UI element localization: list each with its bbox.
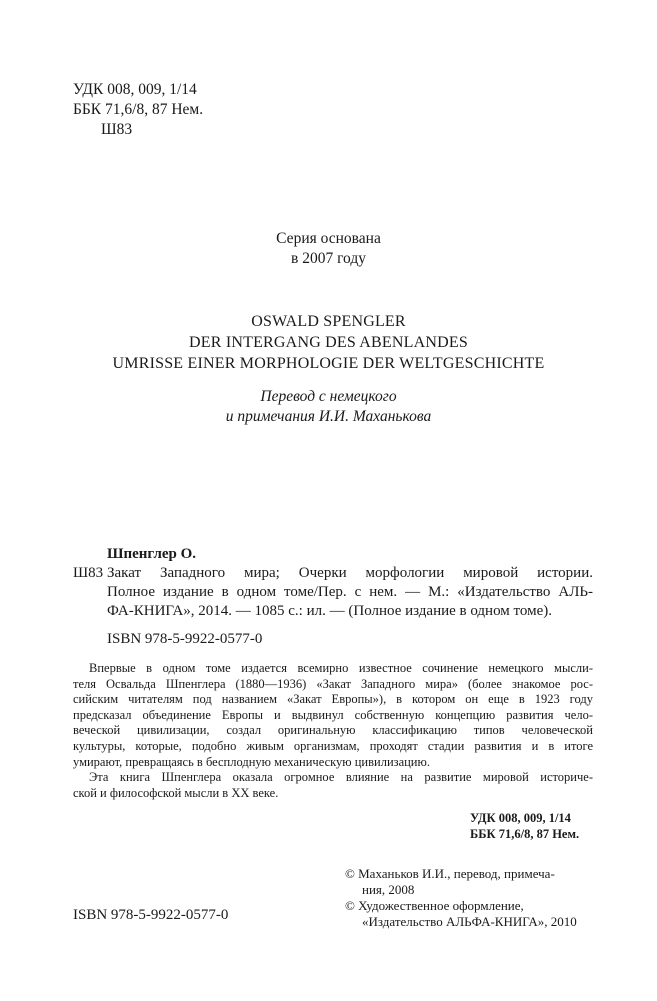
- original-title-line-1: DER INTERGANG DES ABENLANDES: [189, 334, 468, 351]
- original-title-block: [0, 311, 657, 374]
- original-title-line-2: UMRISSE EINER MORPHOLOGIE DER WELTGESCHICHTE: [112, 355, 545, 372]
- translation-credit: [0, 387, 657, 427]
- catalog-line: Закат Западного мира; Очерки морфологии мировой истории.: [107, 565, 593, 581]
- catalog-entry: [73, 545, 593, 655]
- annotation-line: умирают, превращаясь в бесплодную механическую цивилизацию.: [73, 754, 430, 769]
- annotation-line: ской и философской мысли в XX веке.: [73, 785, 279, 800]
- copyright-line: «Издательство АЛЬФА-КНИГА», 2010: [362, 914, 577, 929]
- catalog-isbn: ISBN 978-5-9922-0577-0: [107, 631, 263, 647]
- annotation-line: сийским читателям под названием «Закат Европы»), в котором он еще в 1923 году: [73, 692, 593, 707]
- annotation-line: предсказал объединение Европы и выдвинул собственную концепцию развития чело-: [73, 707, 593, 722]
- translation-line-2: и примечания И.И. Маханькова: [225, 408, 432, 425]
- copyright-block: [345, 866, 577, 930]
- annotation-line: Впервые в одном томе издается всемирно известное сочинение немецкого мысли-: [89, 661, 593, 675]
- author-mark: Ш83: [101, 121, 133, 138]
- copyright-line: ния, 2008: [362, 882, 415, 897]
- copyright-line: © Маханьков И.И., перевод, примеча-: [345, 866, 555, 881]
- series-note: [0, 229, 657, 269]
- classification-codes: [73, 80, 203, 140]
- bottom-bbk-code: ББК 71,6/8, 87 Нем.: [470, 827, 580, 841]
- bbk-code: ББК 71,6/8, 87 Нем.: [73, 101, 204, 118]
- series-line-1: Серия основана: [276, 230, 381, 247]
- annotation-line: Эта книга Шпенглера оказала огромное влияние на развитие мировой историче-: [89, 770, 593, 785]
- annotation-line: культуры, которые, подобно живым организмам, проходят стадии развития и в итоге: [73, 738, 593, 753]
- catalog-mark: Ш83: [73, 565, 104, 581]
- udk-code: УДК 008, 009, 1/14: [73, 81, 197, 98]
- annotation: [73, 661, 593, 801]
- isbn-bottom: ISBN 978-5-9922-0577-0: [73, 907, 229, 923]
- annotation-line: теля Освальда Шпенглера (1880—1936) «Закат Западного мира» (более знакомое рос-: [73, 676, 593, 691]
- catalog-line: Полное издание в одном томе/Пер. с нем. — М.: «Издательство АЛЬ-: [107, 584, 593, 600]
- catalog-line: ФА-КНИГА», 2014. — 1085 с.: ил. — (Полное издание в одном томе).: [107, 603, 553, 619]
- catalog-description: [107, 564, 593, 621]
- catalog-author: Шпенглер О.: [107, 546, 197, 562]
- series-line-2: в 2007 году: [291, 250, 366, 267]
- bottom-classification-codes: [470, 810, 579, 842]
- translation-line-1: Перевод с немецкого: [260, 388, 397, 405]
- copyright-line: © Художественное оформление,: [345, 898, 524, 913]
- original-author: OSWALD SPENGLER: [251, 313, 406, 330]
- annotation-line: веческой цивилизации, создал оригинальную классификацию типов человеческой: [73, 723, 593, 738]
- bottom-udk-code: УДК 008, 009, 1/14: [470, 811, 571, 825]
